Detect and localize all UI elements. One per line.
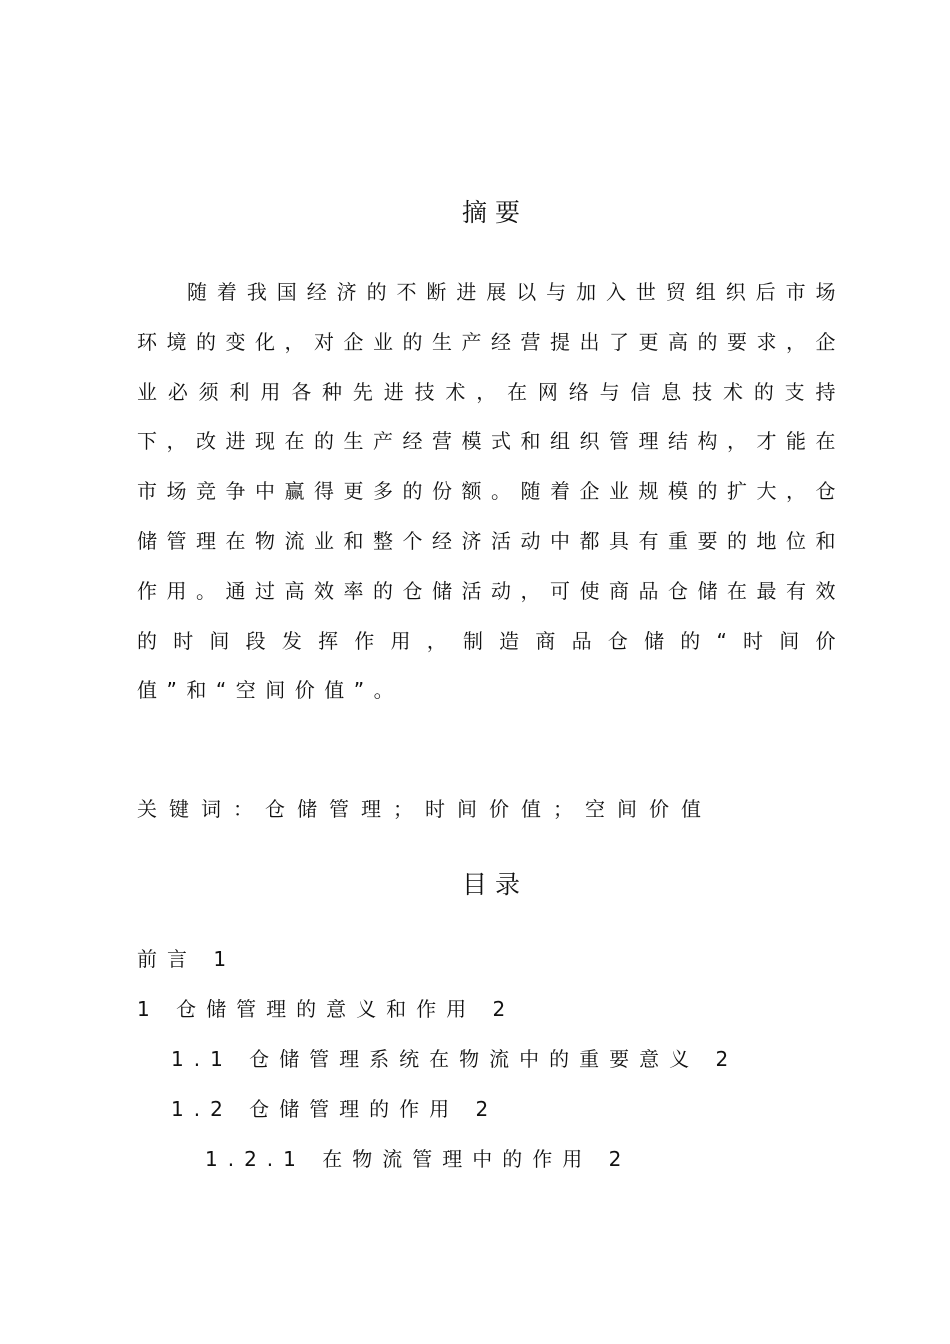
- table-of-contents: [137, 944, 738, 1194]
- abstract-heading: 摘要: [461, 198, 528, 227]
- toc-entry-section-1-2-1[interactable]: 1.2.1 在物流管理中的作用 2: [205, 1147, 632, 1171]
- toc-entry-chapter-1[interactable]: 1 仓储管理的意义和作用 2: [137, 997, 516, 1021]
- keywords-line: 关键词：仓储管理；时间价值；空间价值: [137, 797, 713, 821]
- toc-entry-section-1-2[interactable]: 1.2 仓储管理的作用 2: [171, 1097, 499, 1121]
- toc-entry-section-1-1[interactable]: 1.1 仓储管理系统在物流中的重要意义 2: [171, 1047, 739, 1071]
- abstract-body: 随着我国经济的不断进展以与加入世贸组织后市场环境的变化，对企业的生产经营提出了更高的要求，企业必须利用各种先进技术，在网络与信息技术的支持下，改进现在的生产经营模式和组织管理结构，才能在市场竞争中赢得更多的份额。随着企业规模的扩大，仓储管理在物流业和整个经济活动中都具有重要的地位和作用。通过高效率的仓储活动，可使商品仓储在最有效的时间段发挥作用，制造商品仓储的“时间价值”和“空间价值”。: [137, 280, 845, 703]
- toc-entry-preface[interactable]: 前言 1: [137, 947, 237, 971]
- toc-heading: 目录: [461, 870, 528, 899]
